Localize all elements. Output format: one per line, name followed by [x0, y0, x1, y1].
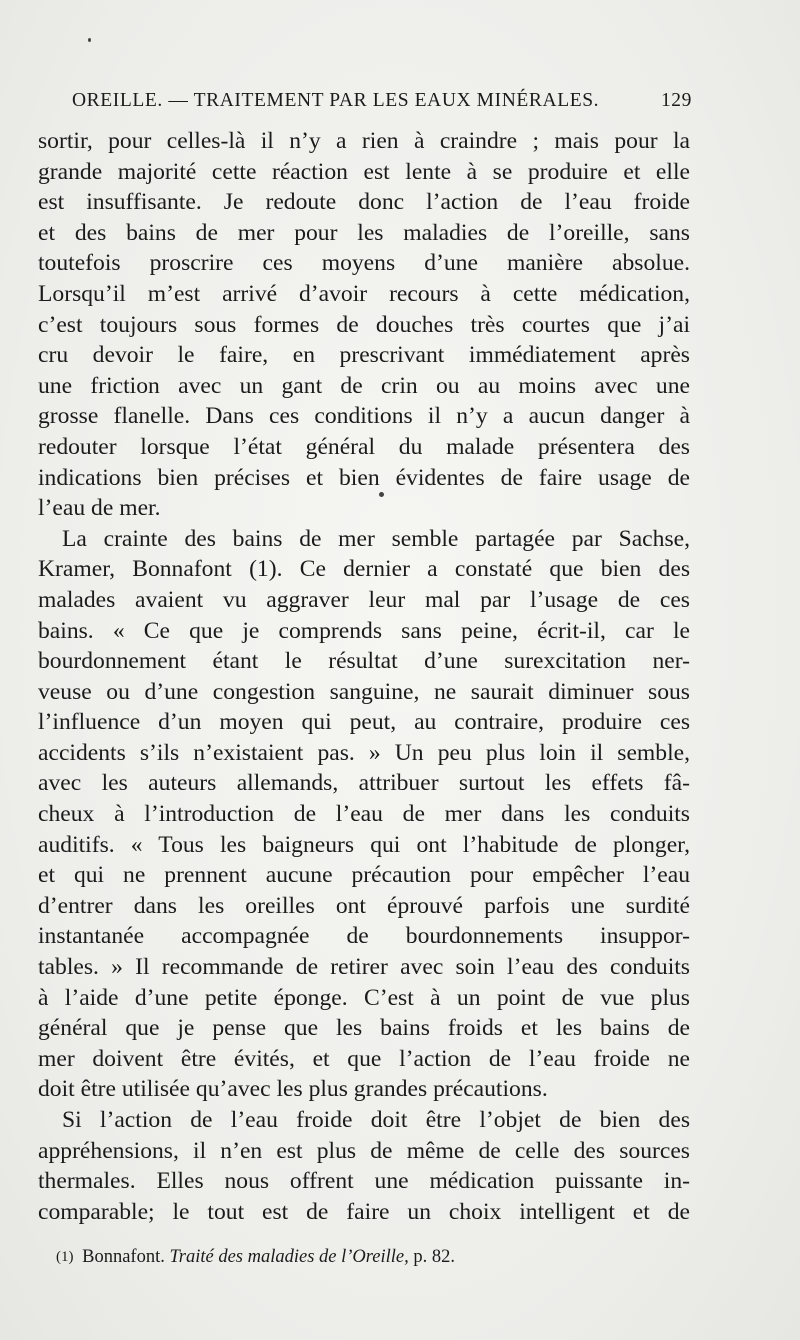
text-line: général que je pense que les bains froids et les bains de — [38, 1015, 690, 1042]
text-line: une friction avec un gant de crin ou au moins avec une — [38, 372, 690, 399]
text-line: Si l’action de l’eau froide doit être l’objet de bien des — [62, 1107, 690, 1133]
text-line: bourdonnement étant le résultat d’une surexcitation ner- — [38, 648, 690, 675]
text-line: indications bien précises et bien évidentes de faire usage de — [38, 464, 690, 491]
print-speck — [88, 38, 91, 42]
running-header — [72, 90, 692, 112]
text-line: à l’aide d’une petite éponge. C’est à un point de vue plus — [38, 984, 690, 1011]
text-line: instantanée accompagnée de bourdonnements insuppor- — [38, 923, 690, 950]
header-title: OREILLE. — TRAITEMENT PAR LES EAUX MINÉRALES. — [72, 90, 600, 111]
footnote-author: Bonnafont. — [82, 1247, 165, 1267]
text-line: c’est toujours sous formes de douches très courtes que j’ai — [38, 311, 690, 338]
footnote-marker: (1) — [56, 1249, 74, 1265]
footnote — [56, 1247, 455, 1268]
text-line: et des bains de mer pour les maladies de l’oreille, sans — [38, 219, 690, 246]
text-line: veuse ou d’une congestion sanguine, ne saurait diminuer sous — [38, 678, 690, 705]
text-line: d’entrer dans les oreilles ont éprouvé parfois une surdité — [38, 892, 690, 919]
text-line: doit être utilisée qu’avec les plus grandes précautions. — [38, 1076, 548, 1103]
text-line: cru devoir le faire, en prescrivant immédiatement après — [38, 342, 690, 369]
text-line: bains. « Ce que je comprends sans peine, écrit-il, car le — [38, 617, 690, 644]
text-line: mer doivent être évités, et que l’action de l’eau froide ne — [38, 1045, 690, 1072]
text-line: comparable; le tout est de faire un choix intelligent et de — [38, 1198, 690, 1225]
text-line: redouter lorsque l’état général du malade présentera des — [38, 433, 690, 460]
text-line: accidents s’ils n’existaient pas. » Un peu plus loin il semble, — [38, 739, 690, 766]
text-line: Lorsqu’il m’est arrivé d’avoir recours à cette médication, — [38, 280, 690, 307]
text-line: l’influence d’un moyen qui peut, au contraire, produire ces — [38, 709, 690, 736]
text-line: Kramer, Bonnafont (1). Ce dernier a constaté que bien des — [38, 556, 690, 583]
text-line: avec les auteurs allemands, attribuer surtout les effets fâ- — [38, 770, 690, 797]
text-line: La crainte des bains de mer semble partagée par Sachse, — [62, 525, 690, 552]
text-line: auditifs. « Tous les baigneurs qui ont l’habitude de plonger, — [38, 831, 690, 858]
text-line: toutefois proscrire ces moyens d’une manière absolue. — [38, 250, 690, 277]
text-line: thermales. Elles nous offrent une médication puissante in- — [38, 1168, 690, 1195]
text-line: grosse flanelle. Dans ces conditions il n’y a aucun danger à — [38, 403, 690, 430]
text-line: sortir, pour celles-là il n’y a rien à craindre ; mais pour la — [38, 128, 690, 154]
text-line: tables. » Il recommande de retirer avec soin l’eau des conduits — [38, 954, 690, 981]
print-speck — [379, 492, 384, 497]
text-line: est insuffisante. Je redoute donc l’action de l’eau froide — [38, 189, 690, 216]
text-line: l’eau de mer. — [38, 495, 161, 522]
page-number: 129 — [660, 90, 692, 111]
text-line: cheux à l’introduction de l’eau de mer dans les conduits — [38, 801, 690, 828]
footnote-work-title: Traité des maladies de l’Oreille, — [169, 1247, 409, 1267]
body-text — [38, 126, 690, 1227]
text-line: grande majorité cette réaction est lente à se produire et elle — [38, 158, 690, 185]
footnote-page: p. 82. — [413, 1247, 456, 1267]
text-line: et qui ne prennent aucune précaution pour empêcher l’eau — [38, 862, 690, 889]
text-line: appréhensions, il n’en est plus de même de celle des sources — [38, 1137, 690, 1164]
text-line: malades avaient vu aggraver leur mal par l’usage de ces — [38, 586, 690, 613]
